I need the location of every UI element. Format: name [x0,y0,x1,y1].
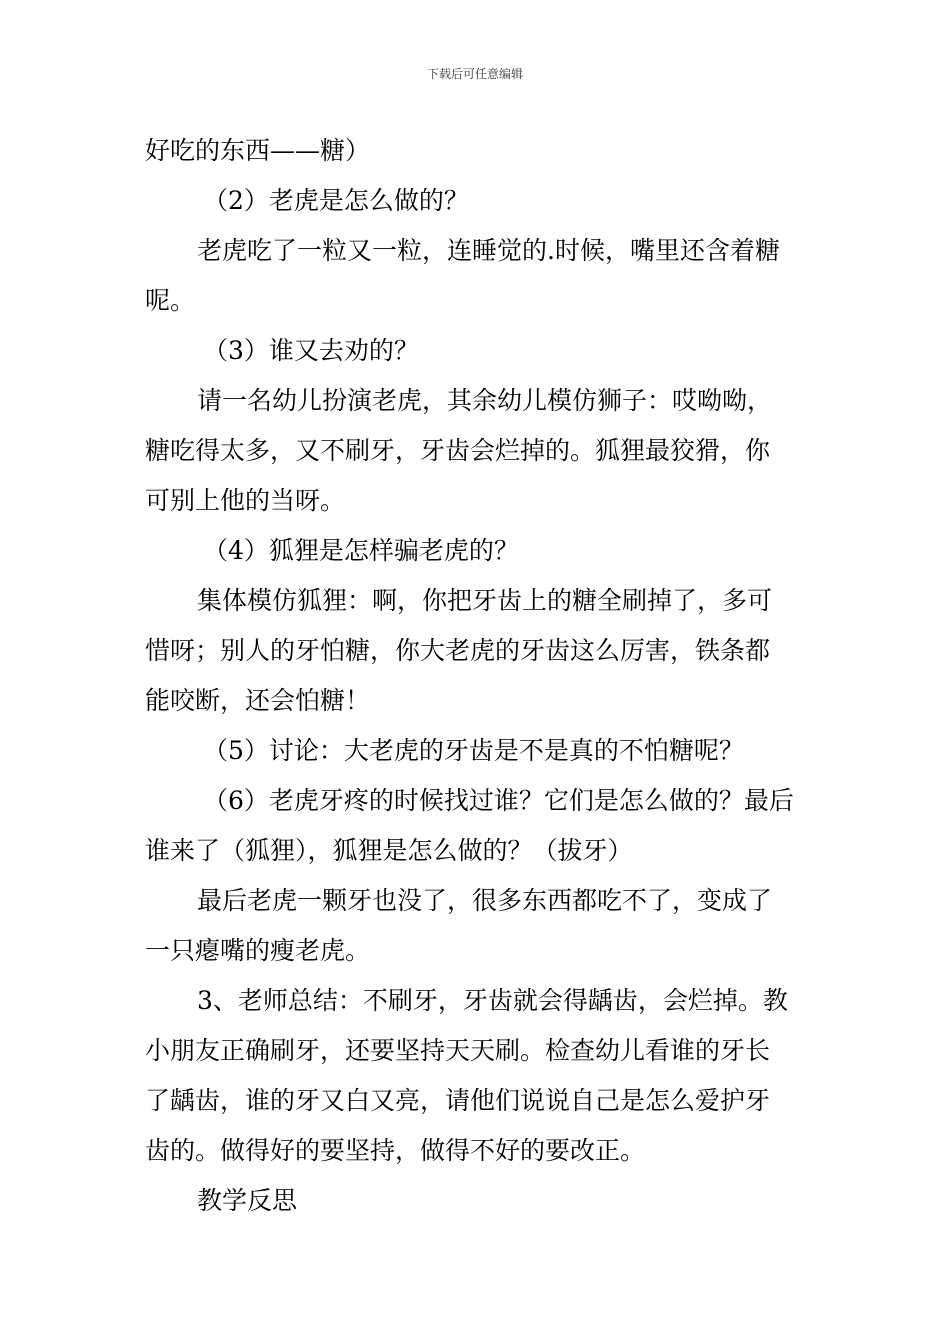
text-line: 最后老虎一颗牙也没了，很多东西都吃不了，变成了 [197,886,773,915]
question-line: （4）狐狸是怎样骗老虎的？ [203,536,519,565]
text-line: 小朋友正确刷牙，还要坚持天天刷。检查幼儿看谁的牙长 [145,1036,771,1065]
text-line: 了龋齿，谁的牙又白又亮，请他们说说自己是怎么爱护牙 [145,1086,771,1115]
text-line: 请一名幼儿扮演老虎，其余幼儿模仿狮子：哎呦呦， [197,386,773,415]
text-line: 齿的。做得好的要坚持，做得不好的要改正。 [145,1136,646,1165]
text-line: 糖吃得太多，又不刷牙，牙齿会烂掉的。狐狸最狡猾，你 [145,436,771,465]
text-line: 可别上他的当呀。 [145,486,346,515]
text-line: 谁来了（狐狸），狐狸是怎么做的？（拔牙） [145,836,633,865]
question-line: （3）谁又去劝的？ [203,336,419,365]
text-line: 3、老师总结：不刷牙，牙齿就会得龋齿，会烂掉。教 [197,986,788,1015]
document-body [145,126,811,1226]
text-line: 老虎吃了一粒又一粒，连睡觉的.时候，嘴里还含着糖 [197,236,780,265]
text-line: 能咬断，还会怕糖！ [145,686,371,715]
page-header: 下载后可任意编辑 [426,67,523,81]
text-line: 惜呀；别人的牙怕糖，你大老虎的牙齿这么厉害，铁条都 [145,636,771,665]
question-line: （2）老虎是怎么做的？ [203,186,469,215]
section-heading: 教学反思 [197,1186,298,1215]
question-line: （6）老虎牙疼的时候找过谁？它们是怎么做的？最后 [203,786,794,815]
text-line: 集体模仿狐狸：啊，你把牙齿上的糖全刷掉了，多可 [197,586,773,615]
text-line: 一只瘪嘴的瘦老虎。 [145,936,371,965]
text-line: 好吃的东西——糖） [145,136,371,165]
text-line: 呢。 [145,286,196,315]
question-line: （5）讨论：大老虎的牙齿是不是真的不怕糖呢？ [203,736,744,765]
